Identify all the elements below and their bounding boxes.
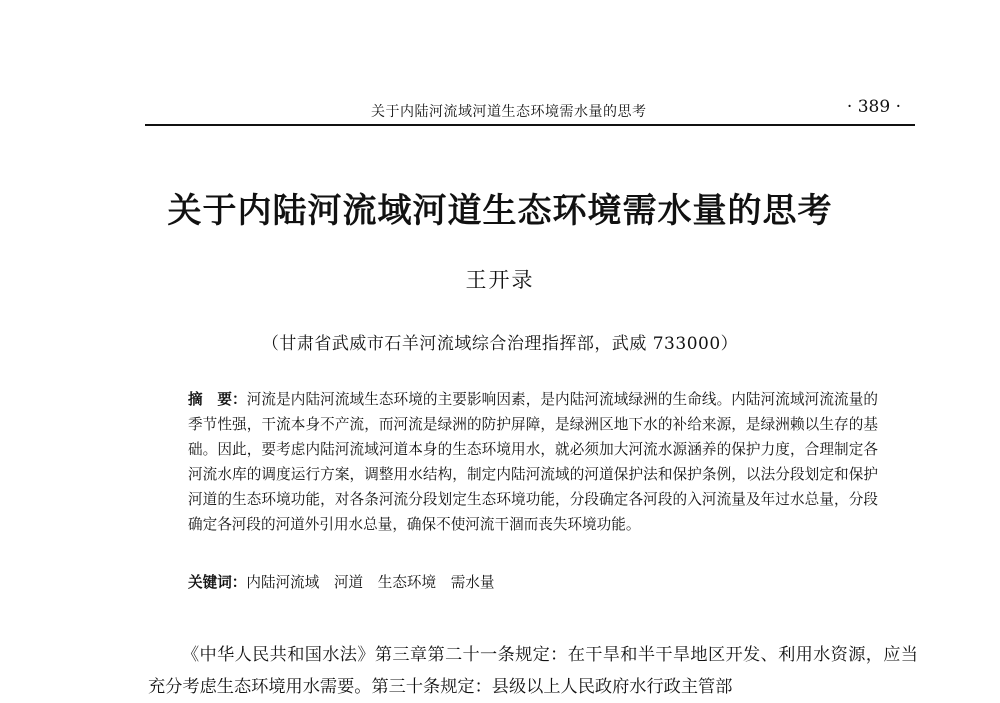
article-title: 关于内陆河流域河道生态环境需水量的思考 bbox=[167, 191, 833, 231]
abstract-label: 摘 要： bbox=[188, 391, 247, 408]
keywords-label: 关键词： bbox=[188, 574, 247, 591]
running-header-title: 关于内陆河流域河道生态环境需水量的思考 bbox=[371, 104, 647, 120]
author-name: 王开录 bbox=[465, 268, 535, 292]
abstract-text: 河流是内陆河流域生态环境的主要影响因素，是内陆河流域绿洲的生命线。内陆河流域河流流量的季节性强，干流本身不产流，而河流是绿洲的防护屏障，是绿洲区地下水的补给来源，是绿洲赖以生存的基础。因此，要考虑内陆河流域河道本身的生态环境用水，就必须加大河流水源涵养的保护力度，合理制定各河流水库的调度运行方案，调整用水结构，制定内陆河流域的河道保护法和保护条例，以法分段划定和保护河道的生态环境功能，对各条河流分段划定生态环境功能，分段确定各河段的入河流量及年过水总量，分段确定各河段的河道外引用水总量，确保不使河流干涸而丧失环境功能。 bbox=[188, 391, 878, 533]
abstract-block bbox=[188, 387, 878, 537]
keywords-text: 内陆河流域 河道 生态环境 需水量 bbox=[246, 574, 495, 591]
running-header bbox=[145, 95, 915, 125]
author-affiliation: （甘肃省武威市石羊河流域综合治理指挥部，武威 733000） bbox=[261, 334, 739, 354]
body-paragraph: 《中华人民共和国水法》第三章第二十一条规定：在干旱和半干旱地区开发、利用水资源，应当充分考虑生态环境用水需要。第三十条规定：县级以上人民政府水行政主管部 bbox=[148, 645, 918, 698]
page-number: · 389 · bbox=[846, 97, 901, 117]
keywords-block bbox=[188, 570, 878, 595]
header-rule bbox=[145, 124, 915, 126]
